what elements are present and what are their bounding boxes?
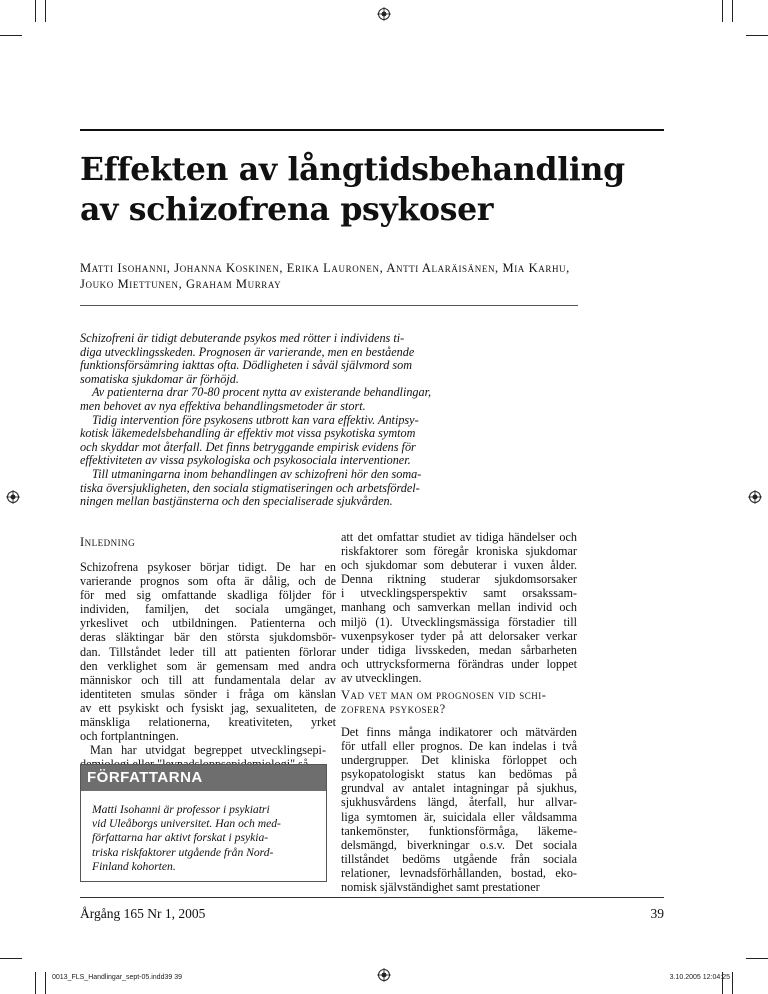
text-line: triska riskfaktorer utgående från Nord- xyxy=(92,845,274,859)
text-line: delsmängd, biverkningar o.s.v. Det sociala xyxy=(341,837,577,852)
text-line: funktionsförsämring iakttas ofta. Dödligheten i såväl självmord som xyxy=(80,358,412,373)
text-line: somatiska sjukdomar är förhöjd. xyxy=(80,371,239,386)
text-line: effektiviteten av vissa psykologiska och psykosociala interventioner. xyxy=(80,453,411,468)
text-line: varierande prognos som ofta är dålig, och de xyxy=(80,574,336,589)
slug-filename: 0013_FLS_Handlingar_sept-05.indd39 39 xyxy=(52,974,182,981)
section-heading-prognos xyxy=(341,688,581,716)
author-list xyxy=(80,260,600,292)
article-title xyxy=(80,150,670,230)
text-line: Tidig intervention före psykosens utbrott kan vara effektiv. Antipsy- xyxy=(92,412,419,427)
registration-mark-left-icon xyxy=(6,490,20,504)
heading-line: Vad vet man om prognosen vid schi- xyxy=(341,688,547,702)
text-line: relationer, levnadsförhållanden, bostad, eko- xyxy=(341,865,577,880)
text-line: riskfaktorer som föregår kroniska sjukdomar xyxy=(341,544,577,559)
text-line: i utvecklingsperspektiv samt orsakssam- xyxy=(341,586,577,601)
text-line: yrkeslivet och utbildningen. Patienterna och xyxy=(80,616,336,631)
text-line: psykopatologiskt status kan bedömas på xyxy=(341,767,577,782)
registration-mark-right-icon xyxy=(748,490,762,504)
text-line: och sjukdomar som debuterar i vuxen ålder. xyxy=(341,558,577,573)
text-line: för utfall eller prognos. De kan indelas i två xyxy=(341,739,577,754)
text-line: Schizofrena psykoser börjar tidigt. De har en xyxy=(80,560,336,574)
text-line: och fortplantningen. xyxy=(80,729,179,744)
authors-box xyxy=(80,764,327,882)
text-line: vid Uleåborgs universitet. Han och med- xyxy=(92,817,281,831)
text-line: deras släktingar bär den största sjukdomsbör- xyxy=(80,630,336,645)
text-line: nomisk självständighet samt prestationer xyxy=(341,880,540,895)
text-line: Av patienterna drar 70-80 procent nytta av existerande behandlingar, xyxy=(92,385,432,400)
registration-mark-bottom-icon xyxy=(377,968,391,982)
text-line: men behovet av nya effektiva behandlingsmetoder är stort. xyxy=(80,398,366,413)
page-number: 39 xyxy=(650,906,664,921)
text-line: vuxenpsykoser tyder på att delorsaker verkar xyxy=(341,628,577,643)
slug-timestamp: 3.10.2005 12:04:25 xyxy=(669,974,730,981)
inledning-body xyxy=(80,560,336,771)
text-line: av utvecklingen. xyxy=(341,670,422,685)
text-line: Till utmaningarna inom behandlingen av schizofreni hör den soma- xyxy=(92,466,422,481)
text-line: tillståndet bedöms utgående från sociala xyxy=(341,851,577,866)
text-line: manhang och samverkan mellan individ och xyxy=(341,600,577,615)
text-line: Man har utvidgat begreppet utvecklingsepi- xyxy=(90,743,326,758)
text-line: miljö (1). Utvecklingsmässiga förstadier till xyxy=(341,614,577,629)
text-line: undergrupper. Det kliniska förloppet och xyxy=(341,753,577,768)
text-line: identiteten smulas sönder i fråga om känslan xyxy=(80,686,336,701)
text-line: liga symtomen är, suicidala eller våldsamma xyxy=(341,809,577,824)
text-line: Finland kohorten. xyxy=(92,859,176,873)
text-line: Matti Isohanni är professor i psykiatri xyxy=(92,803,270,816)
text-line: sjukhusvårdens längd, återfall, hur allvar- xyxy=(341,795,577,810)
article-title-line: av schizofrena psykoser xyxy=(80,191,494,228)
author-line: Jouko Miettunen, Graham Murray xyxy=(80,277,282,291)
heading-line: zofrena psykoser? xyxy=(341,702,446,716)
text-line: tiska översjukligheten, den sociala stigmatiseringen och arbetsfördel- xyxy=(80,480,420,495)
text-line: av ett psykiskt och fysiskt jag, sexualiteten, de xyxy=(80,700,336,715)
text-line: författarna har aktivt forskat i psykia- xyxy=(92,831,269,845)
text-line: grundval av antalet intagningar på sjukhus, xyxy=(341,781,577,796)
author-divider xyxy=(80,305,578,306)
authors-box-text xyxy=(92,803,322,874)
section-heading-inledning: Inledning xyxy=(80,535,136,549)
text-line: att det omfattar studiet av tidiga händelser och xyxy=(341,530,577,544)
text-line: Denna riktning studerar sjukdomsorsaker xyxy=(341,572,577,587)
prognos-body xyxy=(341,725,577,894)
right-column-intro xyxy=(341,530,577,685)
text-line: och uttrycksformerna förändras under loppet xyxy=(341,656,577,671)
authors-box-heading: FÖRFATTARNA xyxy=(81,765,326,791)
text-line: tankemönster, funktionsförmåga, läkeme- xyxy=(341,823,577,838)
text-line: Det finns många indikatorer och mätvärden xyxy=(341,725,577,739)
journal-issue: Årgång 165 Nr 1, 2005 xyxy=(80,906,206,921)
abstract xyxy=(80,332,480,509)
top-rule xyxy=(80,129,664,131)
text-line: och skyddar mot återfall. Det finns betryggande empirisk evidens för xyxy=(80,439,416,454)
text-line: individen, familjen, det sociala umgänget, xyxy=(80,602,336,617)
text-line: kotisk läkemedelsbehandling är effektiv mot vissa psykotiska symtom xyxy=(80,426,416,441)
text-line: den verklighet som är gemensam med andra xyxy=(80,658,336,673)
footer-rule xyxy=(80,897,664,898)
text-line: diga utvecklingsskeden. Prognosen är varierande, men en bestående xyxy=(80,344,415,359)
text-line: dan. Tillståndet leder till att patienten förlorar xyxy=(80,644,336,659)
author-line: Matti Isohanni, Johanna Koskinen, Erika Lauronen, Antti Alaräisänen, Mia Karhu, xyxy=(80,261,570,275)
text-line: Schizofreni är tidigt debuterande psykos med rötter i individens ti- xyxy=(80,331,405,345)
text-line: under tidiga livsskeden, medan sårbarheten xyxy=(341,642,577,657)
text-line: mänskliga relationerna, kreativiteten, yrket xyxy=(80,715,336,730)
registration-mark-top-icon xyxy=(377,7,391,21)
text-line: för med sig omfattande skadliga följder för xyxy=(80,588,336,603)
text-line: människor och till att fundamentala delar av xyxy=(80,672,336,687)
text-line: ningen mellan bastjänsterna och den specialiserade sjukvården. xyxy=(80,494,393,509)
article-title-line: Effekten av långtidsbehandling xyxy=(80,151,625,188)
